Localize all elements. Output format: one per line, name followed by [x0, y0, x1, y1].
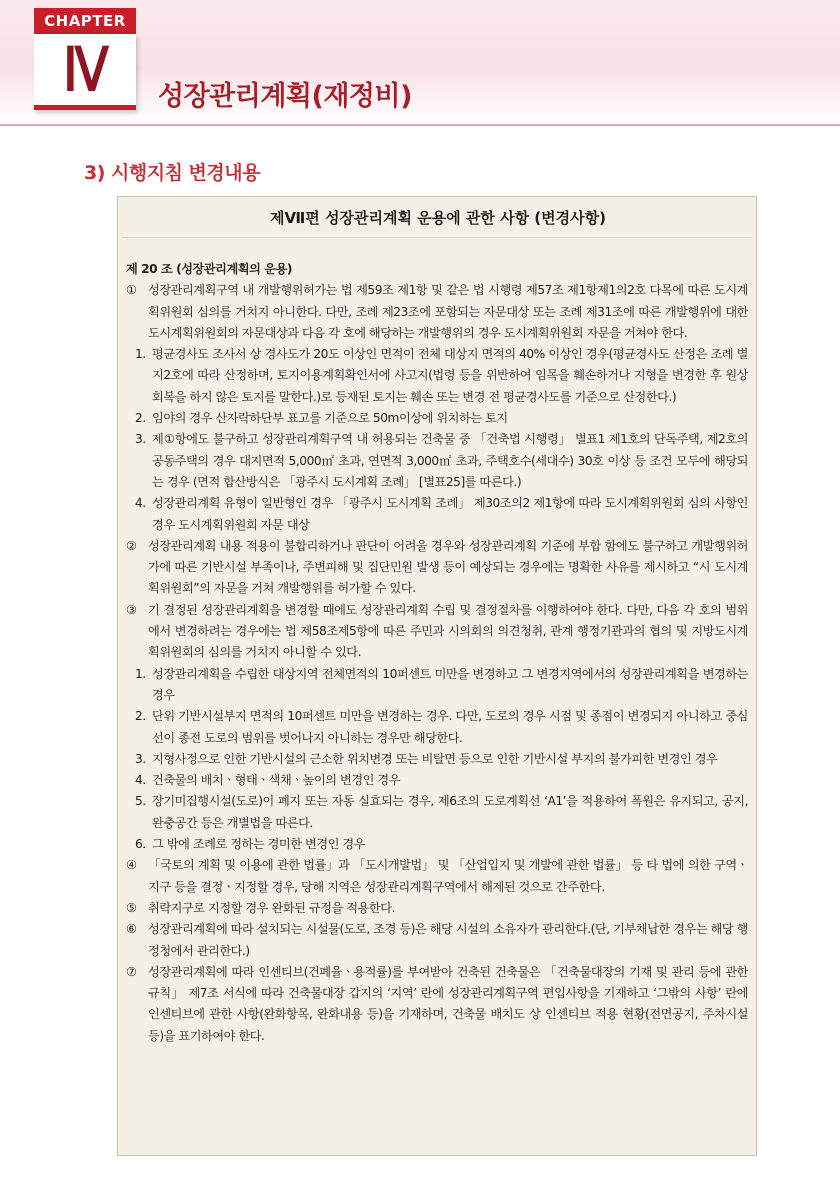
clause — [126, 280, 748, 344]
article-heading: 제 20 조 (성장관리계획의 운용) — [126, 262, 293, 276]
clause — [126, 536, 748, 600]
clause-text: 성장관리계획을 수립한 대상지역 전체면적의 10퍼센트 미만을 변경하고 그 변경지역에서의 성장관리계획을 변경하는 경우 — [152, 666, 748, 702]
chapter-number-underline — [34, 105, 136, 110]
clause — [126, 600, 748, 664]
sub-clause — [126, 664, 748, 707]
sub-clause — [126, 706, 748, 749]
clause-text: 성장관리계획 유형이 일반형인 경우 「광주시 도시계획 조례」 제30조의2 제1항에 따라 도시계획위원회 심의 사항인 경우 도시계획위원회 자문 대상 — [152, 496, 748, 532]
header-divider — [0, 124, 840, 126]
clause-marker: ① — [126, 283, 137, 298]
title-divider — [122, 237, 752, 238]
chapter-number-box — [34, 34, 136, 110]
document-body — [126, 259, 748, 1047]
clause-marker: 5. — [135, 794, 146, 809]
clause-marker: 2. — [135, 709, 146, 724]
chapter-badge — [34, 8, 136, 108]
clause-text: 「국토의 계획 및 이용에 관한 법률」과 「도시개발법」 및 「산업입지 및 개발에 관한 법률」 등 타 법에 의한 구역ㆍ지구 등을 결정ㆍ지정할 경우, 당해 지역은 성장관리계획구역에서 해제된 것으로 간주한다. — [148, 858, 748, 894]
clause-marker: 2. — [135, 411, 146, 426]
regulation-box — [117, 196, 757, 1156]
sub-clause — [126, 791, 748, 834]
sub-clause — [126, 344, 748, 408]
sub-clause — [126, 493, 748, 536]
clause-text: 단위 기반시설부지 면적의 10퍼센트 미만을 변경하는 경우. 다만, 도로의 경우 시점 및 종점이 변경되지 아니하고 중심선이 종전 도로의 범위를 벗어나지 아니하는 경우만 해당한다. — [152, 709, 748, 745]
clause-marker: ② — [126, 538, 137, 553]
clause — [126, 962, 748, 1047]
section-title: 3) 시행지침 변경내용 — [84, 162, 260, 184]
clause-marker: ⑥ — [126, 922, 137, 937]
clause-marker: 1. — [135, 666, 146, 681]
clause-marker: ③ — [126, 602, 137, 617]
clause-text: 성장관리계획 내용 적용이 불합리하거나 판단이 어려울 경우와 성장관리계획 기준에 부합 함에도 불구하고 개발행위허가에 따른 기반시설 부족이나, 주변피해 및 집단민원 발생 등이 예상되는 경우에는 명확한 사유를 제시하고 “시 도시계획위원회”의 자문을 거쳐 개발행위를 허가할 수 있다. — [148, 538, 748, 596]
clause-text: 성장관리계획구역 내 개발행위허가는 법 제59조 제1항 및 같은 법 시행령 제57조 제1항제1의2호 다목에 따른 도시계획위원회 심의를 거치지 아니한다. 다만, 조례 제23조에 포함되는 자문대상 또는 조례 제31조에 따른 개발행위에 대한 도시계획위원회의 자문대상과 다음 각 호에 해당하는 개발행위의 경우 도시계획위원회 자문을 거쳐야 한다. — [148, 283, 748, 340]
document-title: 제Ⅶ편 성장관리계획 운용에 관한 사항 (변경사항) — [270, 209, 606, 227]
clause — [126, 855, 748, 898]
sub-clause — [126, 834, 748, 855]
chapter-label: CHAPTER — [34, 8, 136, 34]
sub-clause — [126, 749, 748, 770]
sub-clause — [126, 429, 748, 493]
clause-text: 그 밖에 조례로 정하는 경미한 변경인 경우 — [152, 837, 366, 852]
clause-marker: ⑦ — [126, 964, 137, 979]
clause-marker: 6. — [135, 837, 146, 852]
chapter-title: 성장관리계획(재정비) — [158, 81, 412, 112]
sub-clause — [126, 408, 748, 429]
clause-text: 취락지구로 지정할 경우 완화된 규정을 적용한다. — [148, 900, 396, 915]
clause-text: 임야의 경우 산자락하단부 표고를 기준으로 50m이상에 위치하는 토지 — [152, 411, 508, 426]
clause — [126, 898, 748, 919]
clause-marker: 3. — [135, 432, 146, 447]
clause-marker: ④ — [126, 858, 137, 873]
clause-text: 건축물의 배치ㆍ형태ㆍ색채ㆍ높이의 변경인 경우 — [152, 773, 401, 788]
clause-text: 기 결정된 성장관리계획을 변경할 때에도 성장관리계획 수립 및 결정절차를 이행하여야 한다. 다만, 다음 각 호의 범위에서 변경하려는 경우에는 법 제58조제5항에 따른 주민과 시의회의 의견청취, 관계 행정기관과의 협의 및 지방도시계획위원회의 심의를 거치지 아니할 수 있다. — [148, 602, 748, 660]
clause-text: 성장관리계획에 따라 설치되는 시설물(도로, 조경 등)은 해당 시설의 소유자가 관리한다.(단, 기부채납한 경우는 해당 행정청에서 관리한다.) — [148, 922, 748, 958]
clause-marker: 3. — [135, 751, 146, 766]
chapter-number: Ⅳ — [63, 36, 107, 103]
clause-text: 장기미집행시설(도로)이 폐지 또는 자동 실효되는 경우, 제6조의 도로계획선 ‘A1’을 적용하여 폭원은 유지되고, 공지, 완충공간 등은 개별법을 따른다. — [152, 794, 748, 830]
clause-text: 평균경사도 조사서 상 경사도가 20도 이상인 면적이 전체 대상지 면적의 40% 이상인 경우(평균경사도 산정은 조례 별지2호에 따라 산정하며, 토지이용계획확인서에 사고지(법령 등을 위반하여 임목을 훼손하거나 지형을 변경한 후 원상회복을 하지 않은 토지를 말한다.)로 등재된 토지는 훼손 또는 변경 전 평균경사도를 기준으로 산정한다.) — [152, 347, 748, 404]
clause-text: 제①항에도 불구하고 성장관리계획구역 내 허용되는 건축물 중 「건축법 시행령」 별표1 제1호의 단독주택, 제2호의 공동주택의 경우 대지면적 5,000㎡ 초과, 연면적 3,000㎡ 초과, 주택호수(세대수) 30호 이상 등 조건 모두에 해당되는 경우 (면적 합산방식은 「광주시 도시계획 조례」 [별표25]를 따른다.) — [152, 432, 748, 489]
sub-clause — [126, 770, 748, 791]
article-items — [126, 280, 748, 1047]
clause-text: 성장관리계획에 따라 인센티브(건폐율ㆍ용적률)를 부여받아 건축된 건축물은 「건축물대장의 기재 및 관리 등에 관한 규칙」 제7조 서식에 따라 건축물대장 갑지의 ‘지역’ 란에 성장관리계획구역 편입사항을 기재하고 ‘그밖의 사항’ 란에 인센티브에 관한 사항(완화항목, 완화내용 등)을 기재하며, 건축물 배치도 상 인센티브 적용 현황(전면공지, 주차시설 등)을 표기하여야 한다. — [148, 964, 748, 1043]
clause-marker: 1. — [135, 347, 146, 362]
clause-marker: ⑤ — [126, 900, 137, 915]
clause-marker: 4. — [135, 496, 146, 511]
clause-text: 지형사정으로 인한 기반시설의 근소한 위치변경 또는 비탈면 등으로 인한 기반시설 부지의 불가피한 변경인 경우 — [152, 751, 718, 766]
clause — [126, 919, 748, 962]
clause-marker: 4. — [135, 773, 146, 788]
